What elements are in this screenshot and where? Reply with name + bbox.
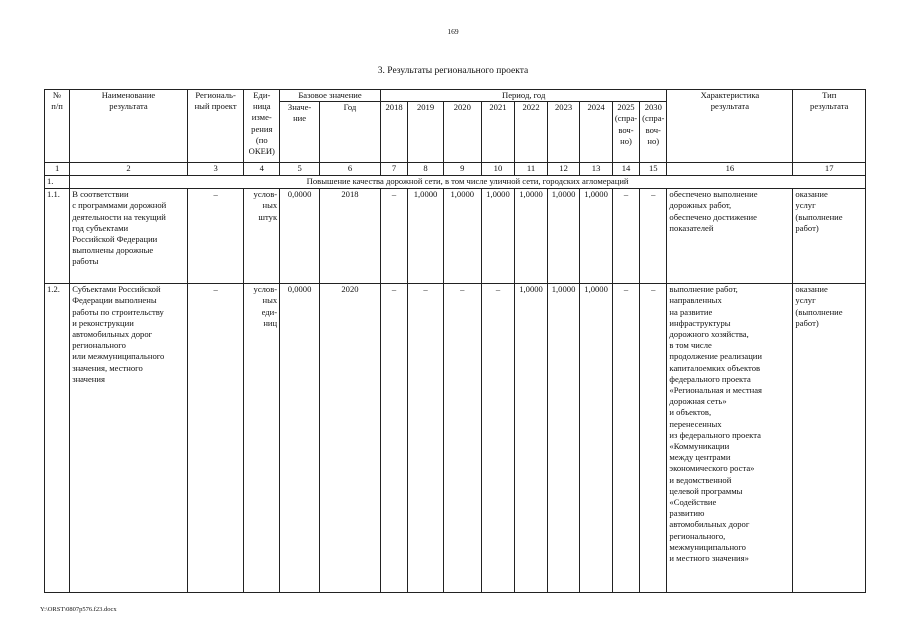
- section-heading: 3. Результаты регионального проекта: [377, 66, 529, 76]
- column-number: 11: [515, 163, 548, 176]
- header-base-year: Год: [320, 102, 381, 163]
- base-year: 2018: [320, 189, 381, 284]
- year-value: –: [380, 189, 407, 284]
- year-value: 1,0000: [515, 189, 548, 284]
- year-value: 1,0000: [580, 284, 613, 593]
- base-value: 0,0000: [280, 284, 320, 593]
- section-title: Повышение качества дорожной сети, в том числе уличной сети, городских агломераций: [70, 176, 866, 189]
- page-number: 169: [447, 27, 459, 36]
- row-number: 1.1.: [45, 189, 70, 284]
- header-year: 2020: [443, 102, 481, 163]
- year-value: 1,0000: [580, 189, 613, 284]
- header-year: 2024: [580, 102, 613, 163]
- column-number: 17: [793, 163, 866, 176]
- year-value: –: [443, 284, 481, 593]
- column-number: 2: [70, 163, 188, 176]
- column-number: 15: [640, 163, 667, 176]
- table-row: [45, 189, 866, 284]
- regional-project: –: [187, 189, 244, 284]
- column-number: 7: [380, 163, 407, 176]
- result-type: оказание услуг (выполнение работ): [793, 284, 866, 593]
- header-type: Тип результата: [793, 90, 866, 163]
- year-value: –: [612, 189, 639, 284]
- header-year: 2022: [515, 102, 548, 163]
- table-row: [45, 284, 866, 593]
- header-year: 2030 (спра- воч- но): [640, 102, 667, 163]
- result-characteristic: выполнение работ, направленных на развитие инфраструктуры дорожного хозяйства, в том числе продолжение реализации капиталоемких объектов федерального проекта «Региональная и местная дорожная сеть» и объектов, перенесенных из федерального проекта «Коммуникации между центрами экономического роста» и ведомственной целевой программы «Содействие развитию автомобильных дорог регионального, межмуниципального и местного значения»: [667, 284, 793, 593]
- year-value: 1,0000: [547, 189, 580, 284]
- year-value: –: [408, 284, 444, 593]
- header-base-value: Значе- ние: [280, 102, 320, 163]
- header-name: Наименование результата: [70, 90, 188, 163]
- header-year: 2019: [408, 102, 444, 163]
- year-value: 1,0000: [515, 284, 548, 593]
- result-type: оказание услуг (выполнение работ): [793, 189, 866, 284]
- column-number: 6: [320, 163, 381, 176]
- header-num: № п/п: [45, 90, 70, 163]
- regional-project: –: [187, 284, 244, 593]
- row-number: 1.2.: [45, 284, 70, 593]
- year-value: –: [612, 284, 639, 593]
- column-number: 13: [580, 163, 613, 176]
- header-year: 2023: [547, 102, 580, 163]
- year-value: 1,0000: [481, 189, 515, 284]
- result-name: В соответствии с программами дорожной деятельности на текущий год субъектами Российской Федерации выполнены дорожные работы: [70, 189, 188, 284]
- column-number: 9: [443, 163, 481, 176]
- header-period: Период, год: [380, 90, 667, 102]
- header-base: Базовое значение: [280, 90, 381, 102]
- year-value: –: [640, 189, 667, 284]
- base-value: 0,0000: [280, 189, 320, 284]
- column-number: 16: [667, 163, 793, 176]
- header-characteristic: Характеристика результата: [667, 90, 793, 163]
- header-year: 2018: [380, 102, 407, 163]
- base-year: 2020: [320, 284, 381, 593]
- column-number: 14: [612, 163, 639, 176]
- result-characteristic: обеспечено выполнение дорожных работ, обеспечено достижение показателей: [667, 189, 793, 284]
- header-regional: Региональ- ный проект: [187, 90, 244, 163]
- unit: услов- ных еди- ниц: [244, 284, 280, 593]
- column-number: 10: [481, 163, 515, 176]
- results-table: [44, 89, 866, 593]
- year-value: –: [481, 284, 515, 593]
- column-number: 5: [280, 163, 320, 176]
- file-path-footer: Y:\ORST\0807p576.f23.docx: [40, 606, 117, 613]
- header-unit: Еди- ница изме- рения (по ОКЕИ): [244, 90, 280, 163]
- section-number: 1.: [45, 176, 70, 189]
- year-value: 1,0000: [408, 189, 444, 284]
- column-number: 3: [187, 163, 244, 176]
- header-year: 2025 (спра- воч- но): [612, 102, 639, 163]
- year-value: –: [640, 284, 667, 593]
- result-name: Субъектами Российской Федерации выполнены работы по строительству и реконструкции автомобильных дорог регионального или межмуниципального значения, местного значения: [70, 284, 188, 593]
- column-number: 12: [547, 163, 580, 176]
- unit: услов- ных штук: [244, 189, 280, 284]
- year-value: 1,0000: [443, 189, 481, 284]
- header-year: 2021: [481, 102, 515, 163]
- year-value: 1,0000: [547, 284, 580, 593]
- column-number: 1: [45, 163, 70, 176]
- year-value: –: [380, 284, 407, 593]
- column-number: 8: [408, 163, 444, 176]
- column-number: 4: [244, 163, 280, 176]
